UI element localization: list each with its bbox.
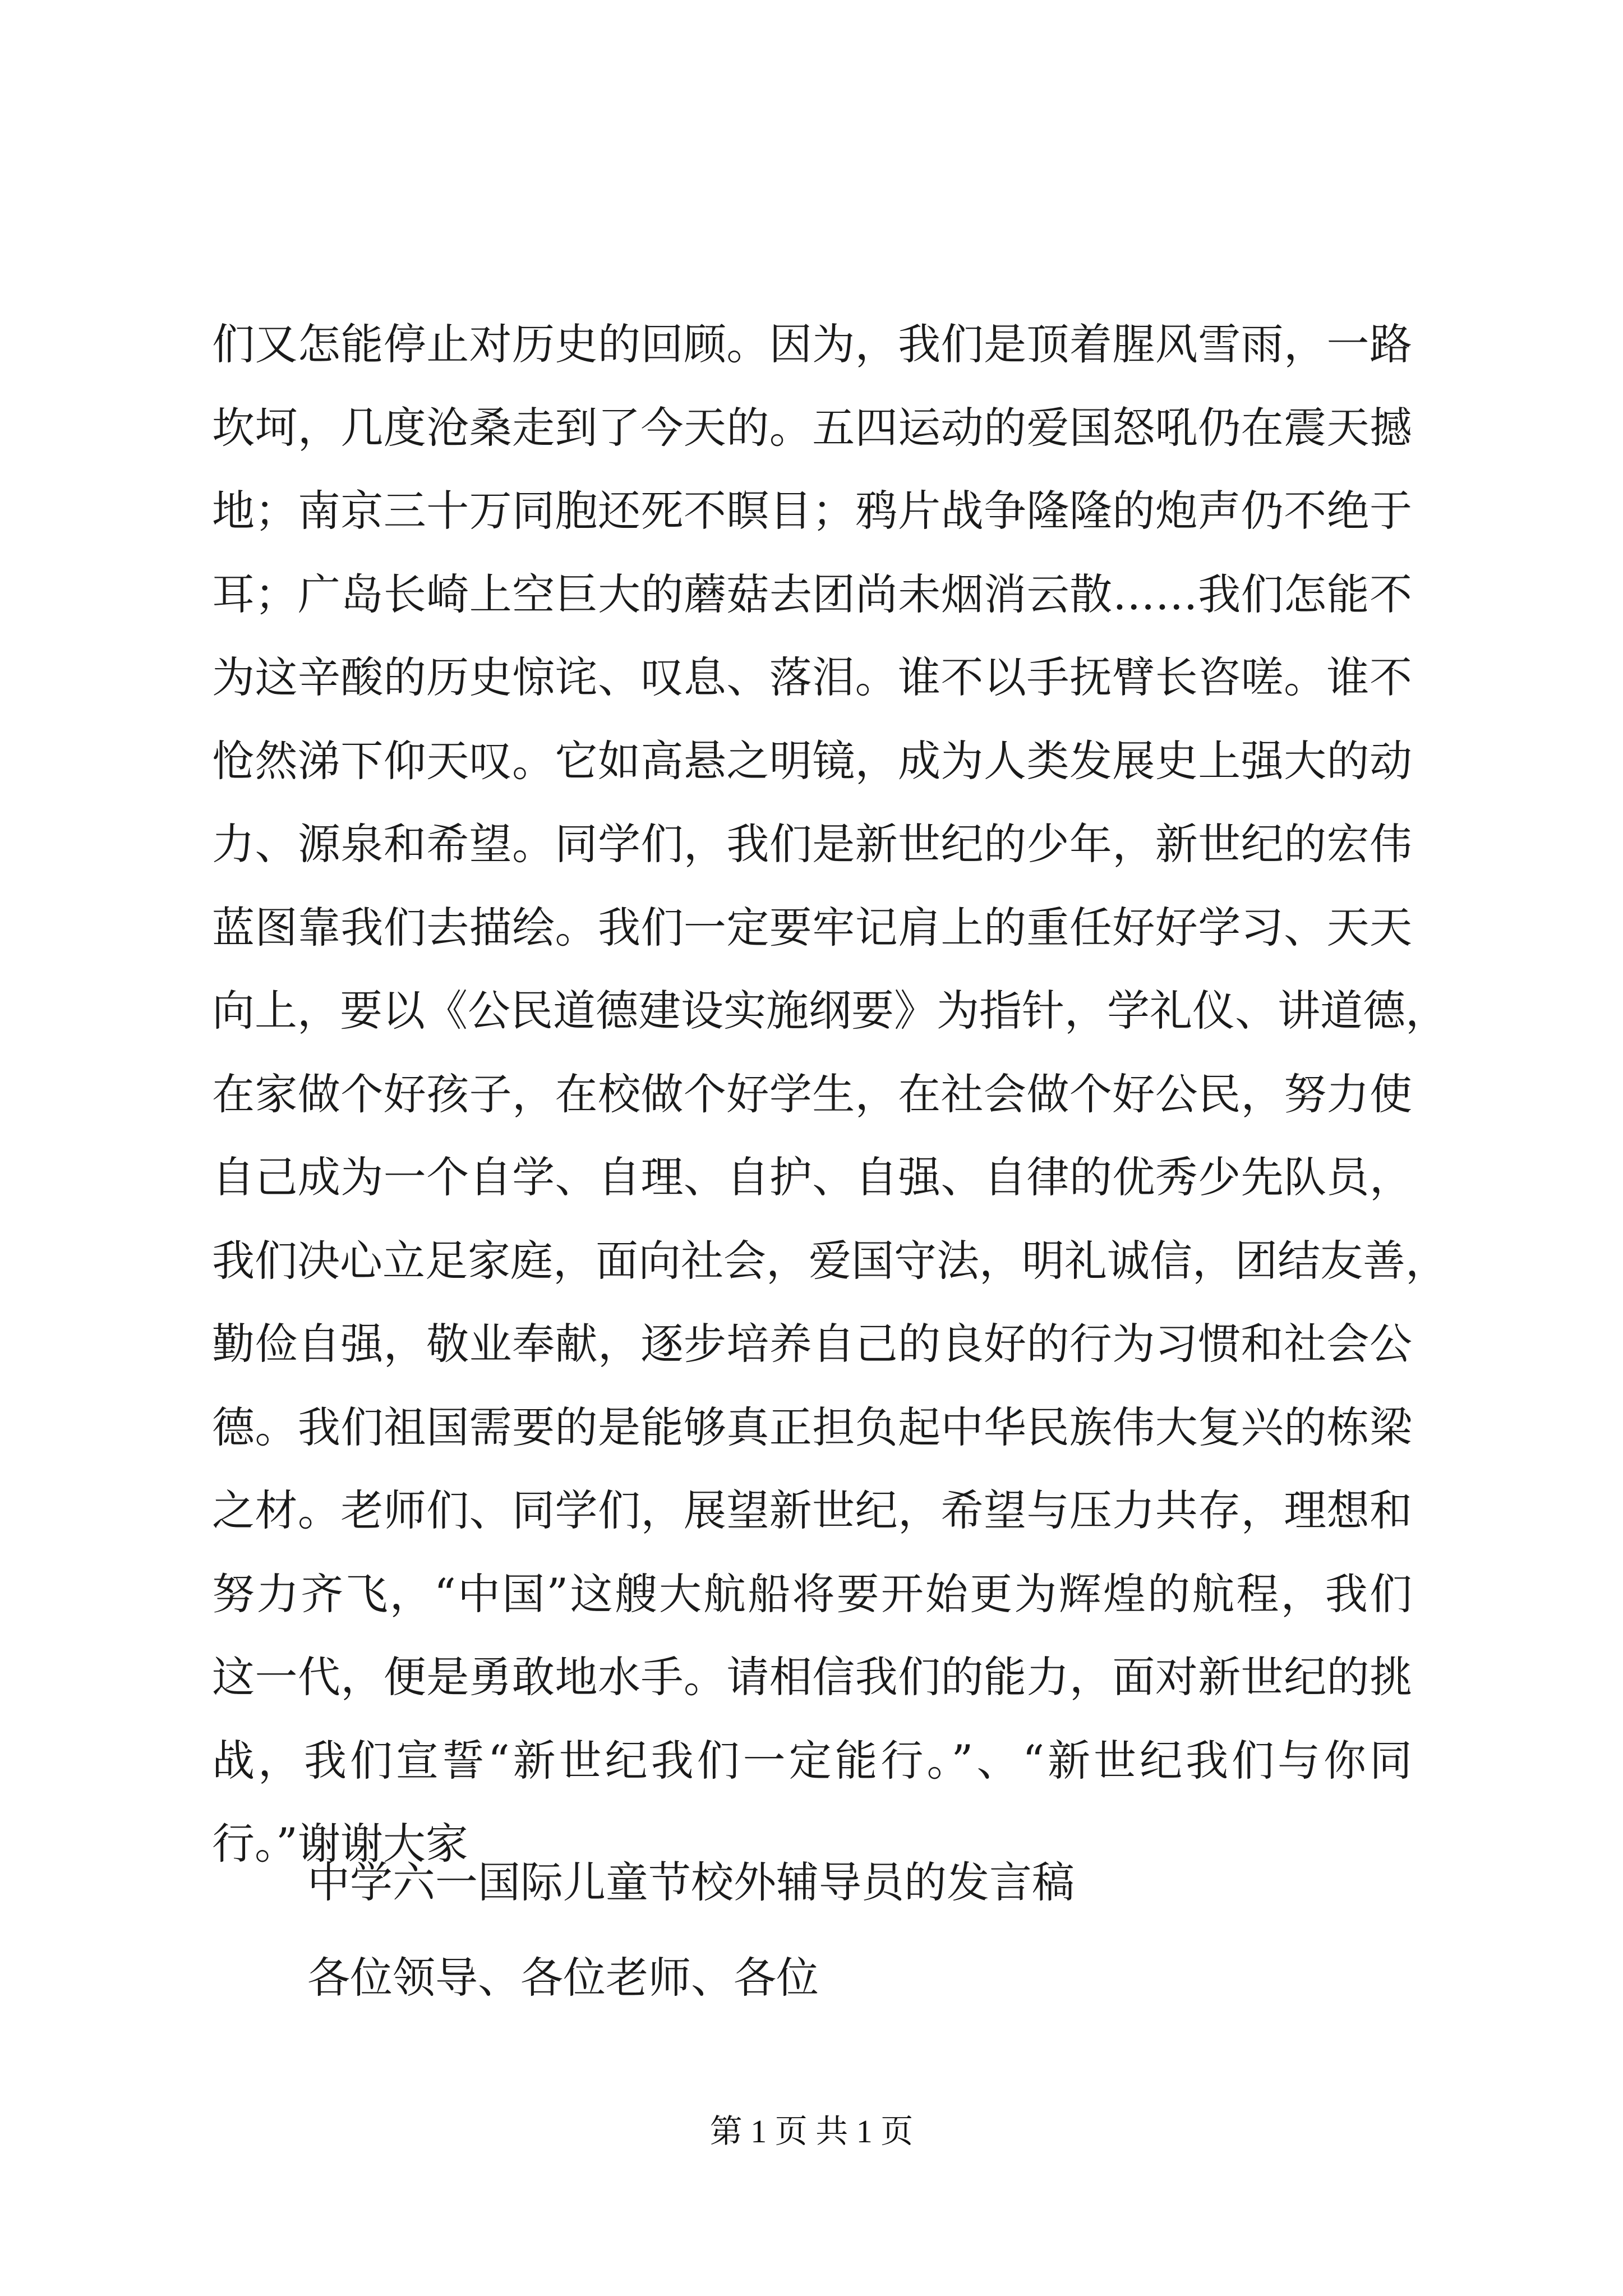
body-line: 力、源泉和希望。同学们，我们是新世纪的少年，新世纪的宏伟 [212,819,1412,869]
body-line: 勤俭自强，敬业奉献，逐步培养自己的良好的行为习惯和社会公 [212,1319,1412,1369]
body-line: 蓝图靠我们去描绘。我们一定要牢记肩上的重任好好学习、天天 [212,902,1412,953]
body-line: 为这辛酸的历史惊诧、叹息、落泪。谁不以手抚臂长咨嗟。谁不 [212,652,1412,702]
body-line: 行。”谢谢大家 [212,1819,468,1869]
body-line: 们又怎能停止对历史的回顾。因为，我们是顶着腥风雪雨，一路 [212,319,1412,369]
body-line: 怆然涕下仰天叹。它如高悬之明镜，成为人类发展史上强大的动 [212,735,1412,786]
body-line: 在家做个好孩子，在校做个好学生，在社会做个好公民，努力使 [212,1069,1412,1119]
body-line: 耳；广岛长崎上空巨大的蘑菇去团尚未烟消云散……我们怎能不 [212,569,1412,619]
salutation: 各位领导、各位老师、各位 [307,1953,819,2003]
body-line: 自己成为一个自学、自理、自护、自强、自律的优秀少先队员， [212,1152,1412,1202]
body-line: 这一代，便是勇敢地水手。请相信我们的能力，面对新世纪的挑 [212,1652,1412,1702]
body-line: 我们决心立足家庭，面向社会，爱国守法，明礼诚信，团结友善， [212,1235,1448,1286]
body-line: 向上，要以《公民道德建设实施纲要》为指针，学礼仪、讲道德， [212,986,1448,1036]
page-number-footer: 第 1 页 共 1 页 [709,2113,914,2150]
body-line: 战，我们宣誓“新世纪我们一定能行。”、“新世纪我们与你同 [212,1735,1412,1786]
body-line: 努力齐飞，“中国”这艘大航船将要开始更为辉煌的航程，我们 [212,1568,1412,1619]
body-line: 坎坷，几度沧桑走到了今天的。五四运动的爱国怒吼仍在震天撼 [212,402,1412,453]
section-title: 中学六一国际儿童节校外辅导员的发言稿 [307,1857,1075,1907]
body-line: 地；南京三十万同胞还死不瞑目；鸦片战争隆隆的炮声仍不绝于 [212,486,1412,536]
body-text [212,303,1448,1886]
body-line: 之材。老师们、同学们，展望新世纪，希望与压力共存，理想和 [212,1485,1412,1535]
body-line: 德。我们祖国需要的是能够真正担负起中华民族伟大复兴的栋梁 [212,1402,1412,1452]
